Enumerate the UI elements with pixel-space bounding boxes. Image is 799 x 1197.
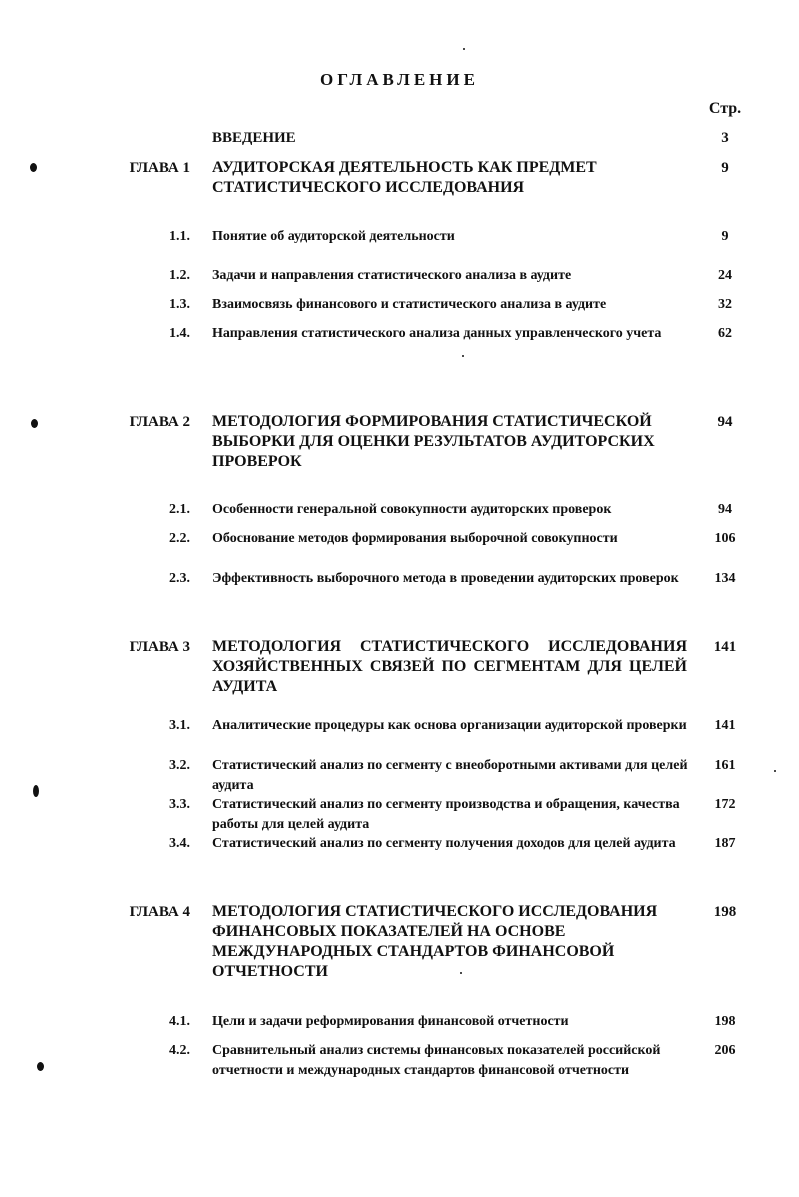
section-page: 62	[718, 326, 732, 341]
section-title: Взаимосвязь финансового и статистического анализа в аудите	[212, 297, 607, 312]
intro-title: ВВЕДЕНИЕ	[212, 130, 296, 146]
section-page: 24	[718, 268, 732, 283]
section-number: 1.4.	[169, 326, 190, 341]
chapter-label: ГЛАВА 2	[129, 414, 190, 430]
chapter-label: ГЛАВА 4	[129, 904, 190, 920]
section-title: Направления статистического анализа данных управленческого учета	[212, 326, 662, 341]
toc-title: ОГЛАВЛЕНИЕ	[320, 70, 479, 89]
section-page: 94	[718, 502, 732, 517]
section-number: 2.2.	[169, 531, 190, 546]
section-title: Эффективность выборочного метода в проведении аудиторских проверок	[212, 571, 679, 586]
section-page: 161	[714, 758, 736, 773]
section-title: Цели и задачи реформирования финансовой отчетности	[212, 1014, 569, 1029]
section-page: 187	[714, 836, 736, 851]
section-title: Сравнительный анализ системы финансовых показателей российской отчетности и международных стандартов финансовой отчетности	[212, 1043, 661, 1078]
section-title: Статистический анализ по сегменту производства и обращения, качества работы для целей аудита	[212, 797, 680, 832]
chapter-label: ГЛАВА 1	[129, 160, 190, 176]
section-number: 1.3.	[169, 297, 190, 312]
section-page: 206	[714, 1043, 736, 1058]
section-page: 134	[714, 571, 736, 586]
section-page: 32	[718, 297, 732, 312]
section-number: 3.3.	[169, 797, 190, 812]
chapter-title: АУДИТОРСКАЯ ДЕЯТЕЛЬНОСТЬ КАК ПРЕДМЕТ СТАТИСТИЧЕСКОГО ИССЛЕДОВАНИЯ	[212, 159, 597, 196]
chapter-title: МЕТОДОЛОГИЯ СТАТИСТИЧЕСКОГО ИССЛЕДОВАНИЯ ФИНАНСОВЫХ ПОКАЗАТЕЛЕЙ НА ОСНОВЕ МЕЖДУНАРОДНЫХ СТАНДАРТОВ ФИНАНСОВОЙ ОТЧЕТНОСТИ	[212, 903, 658, 980]
scan-mark	[30, 163, 37, 172]
scan-speck	[463, 48, 465, 50]
chapter-title: МЕТОДОЛОГИЯ ФОРМИРОВАНИЯ СТАТИСТИЧЕСКОЙ ВЫБОРКИ ДЛЯ ОЦЕНКИ РЕЗУЛЬТАТОВ АУДИТОРСКИХ ПРОВЕРОК	[212, 413, 655, 470]
section-number: 2.1.	[169, 502, 190, 517]
scan-speck	[460, 972, 462, 974]
section-title: Понятие об аудиторской деятельности	[212, 229, 455, 244]
section-title: Обоснование методов формирования выборочной совокупности	[212, 531, 618, 546]
section-number: 4.2.	[169, 1043, 190, 1058]
intro-page: 3	[721, 130, 729, 146]
section-number: 1.2.	[169, 268, 190, 283]
chapter-page: 141	[713, 639, 737, 655]
section-title: Особенности генеральной совокупности аудиторских проверок	[212, 502, 612, 517]
chapter-page: 94	[717, 414, 733, 430]
chapter-page: 198	[713, 904, 737, 920]
section-page: 106	[714, 531, 736, 546]
scan-mark	[31, 419, 38, 428]
section-page: 9	[721, 229, 729, 244]
scan-speck	[774, 770, 776, 772]
chapter-page: 9	[721, 160, 729, 176]
section-page: 141	[714, 718, 736, 733]
section-page: 198	[714, 1014, 736, 1029]
section-number: 2.3.	[169, 571, 190, 586]
chapter-title: МЕТОДОЛОГИЯ СТАТИСТИЧЕСКОГО ИССЛЕДОВАНИЯ ХОЗЯЙСТВЕННЫХ СВЯЗЕЙ ПО СЕГМЕНТАМ ДЛЯ ЦЕЛЕЙ АУДИТА	[212, 638, 687, 695]
scan-mark	[33, 785, 39, 797]
page-column-label: Стр.	[708, 100, 742, 117]
section-number: 4.1.	[169, 1014, 190, 1029]
section-number: 3.1.	[169, 718, 190, 733]
section-title: Аналитические процедуры как основа организации аудиторской проверки	[212, 718, 687, 733]
scan-speck	[462, 355, 464, 357]
section-title: Задачи и направления статистического анализа в аудите	[212, 268, 572, 283]
section-number: 3.2.	[169, 758, 190, 773]
section-title: Статистический анализ по сегменту получения доходов для целей аудита	[212, 836, 676, 851]
section-title: Статистический анализ по сегменту с внеоборотными активами для целей аудита	[212, 758, 688, 793]
section-number: 1.1.	[169, 229, 190, 244]
scan-mark	[37, 1062, 44, 1071]
section-number: 3.4.	[169, 836, 190, 851]
section-page: 172	[714, 797, 736, 812]
chapter-label: ГЛАВА 3	[129, 639, 190, 655]
